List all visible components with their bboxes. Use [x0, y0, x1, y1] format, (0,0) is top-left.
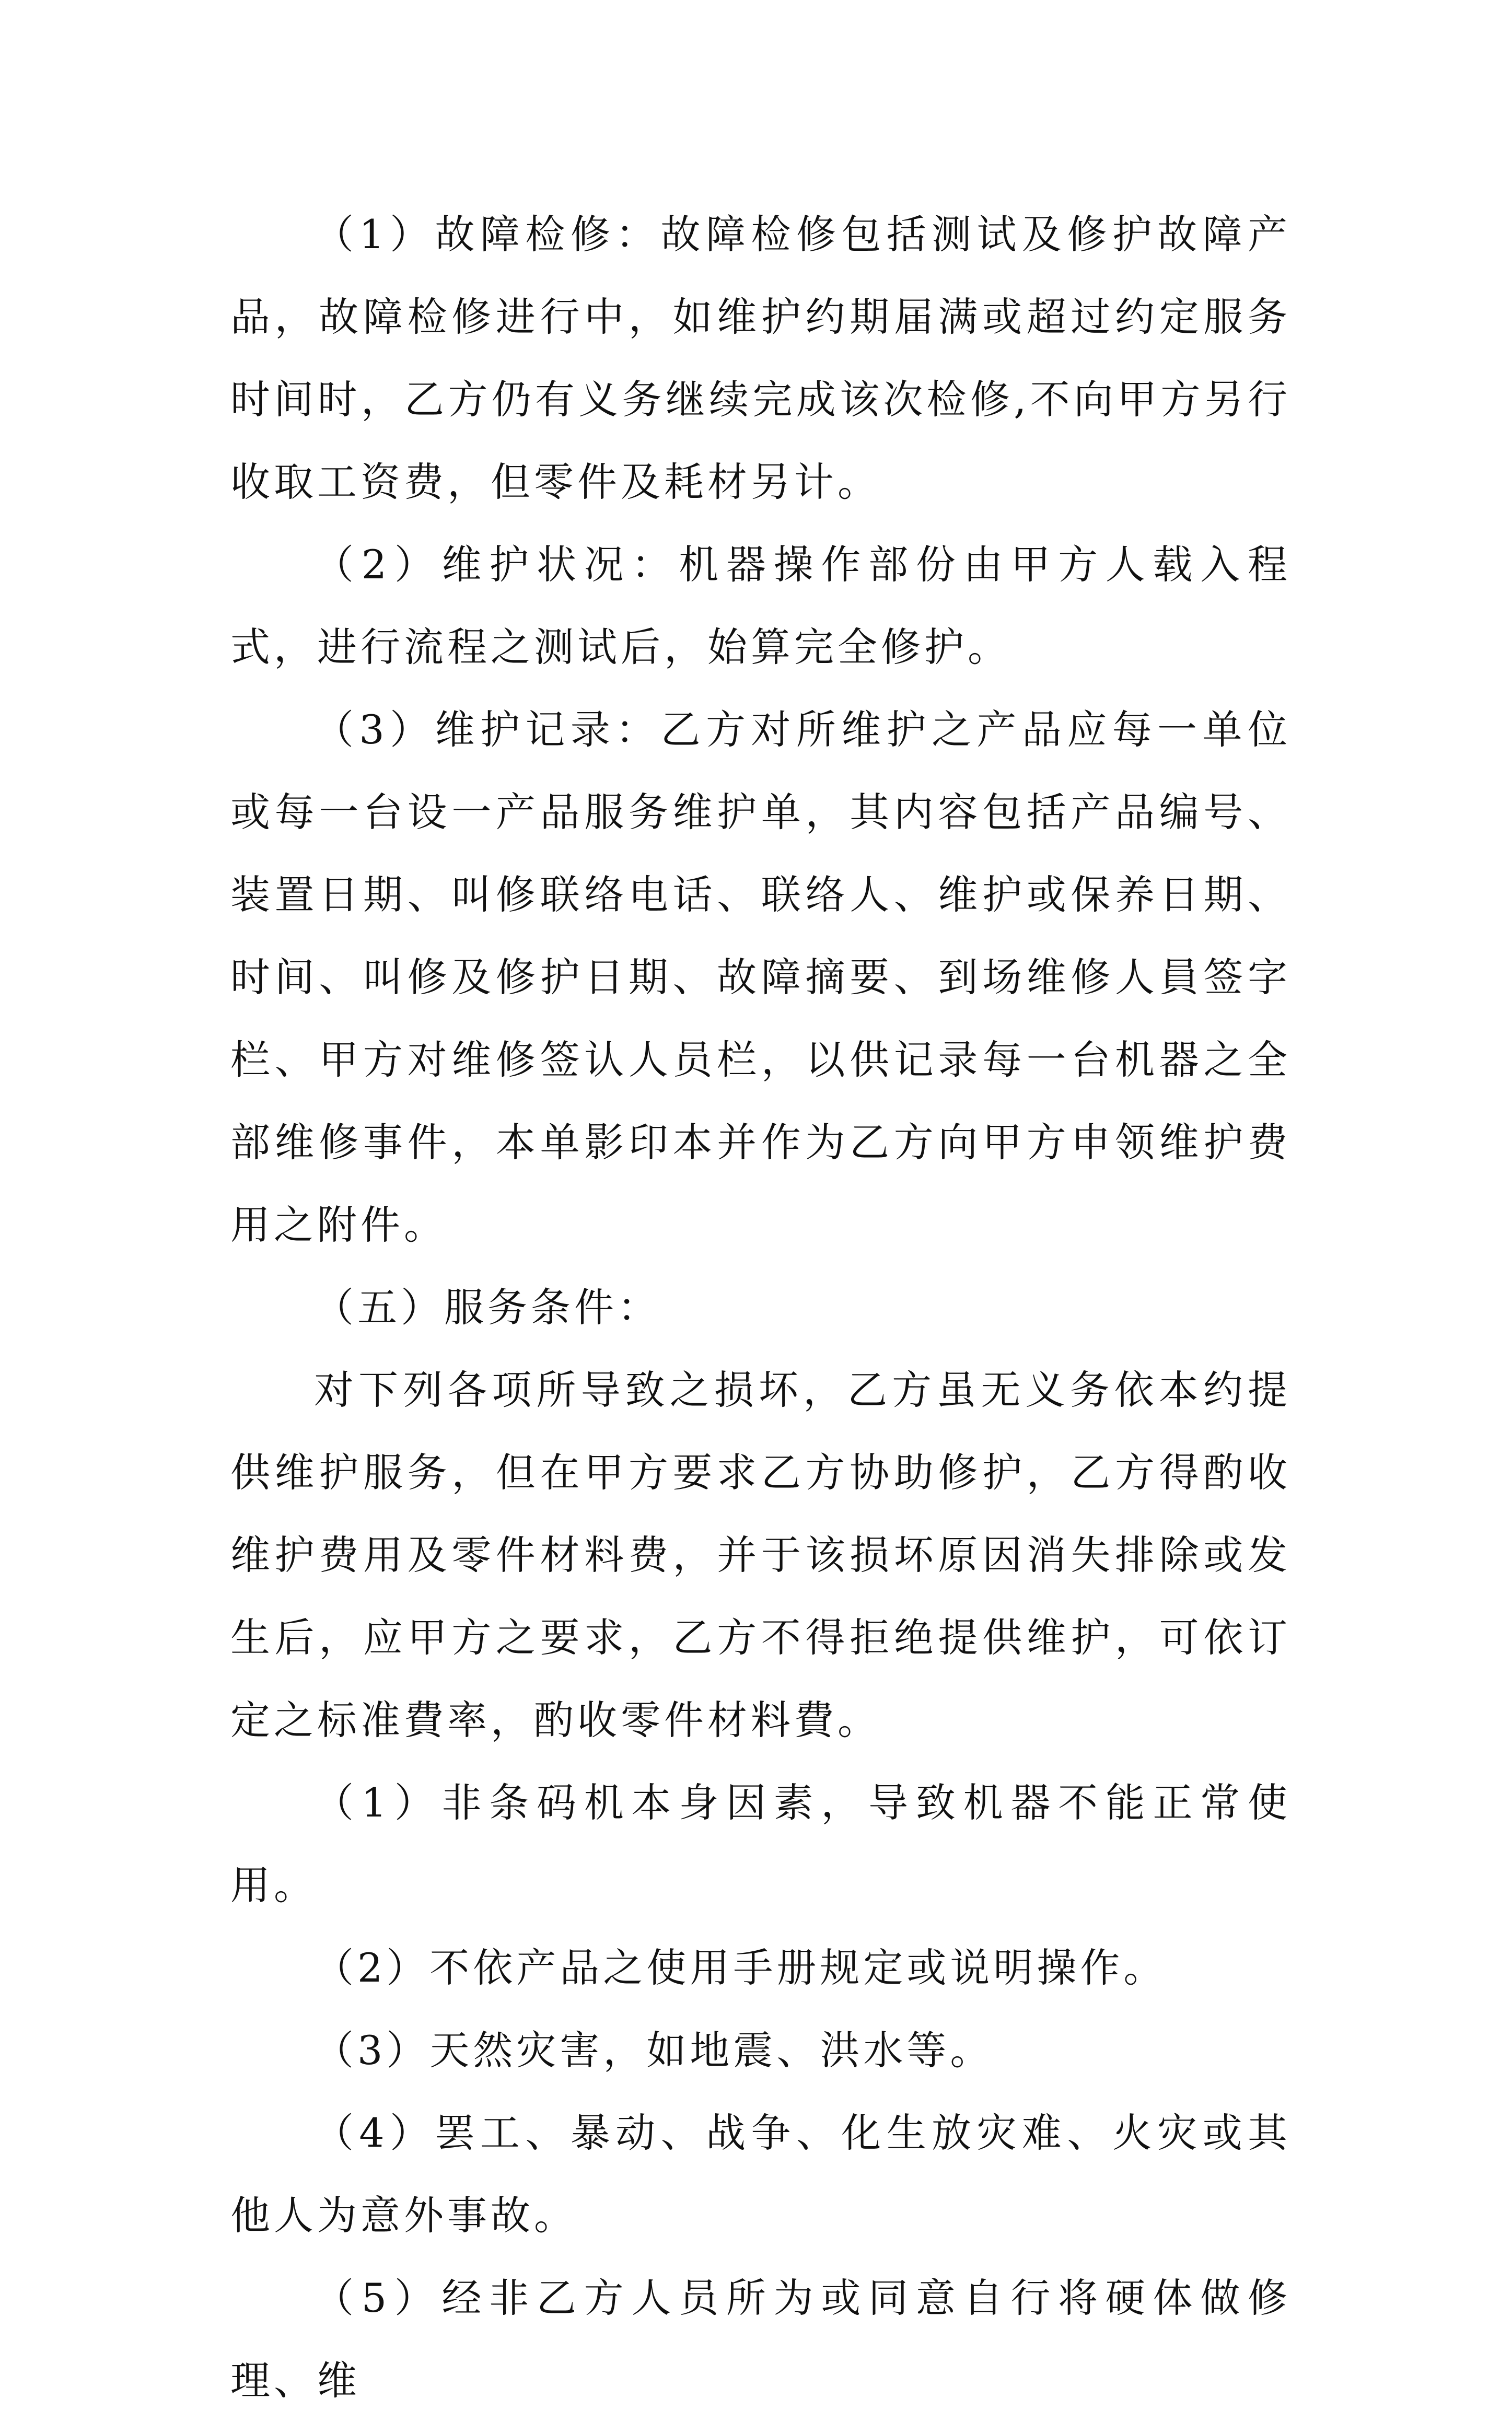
document-body — [230, 193, 1291, 2422]
list-item-condition-1: （1）非条码机本身因素，导致机器不能正常使用。 — [230, 1779, 1291, 1908]
list-item-condition-2: （2）不依产品之使用手册规定或说明操作。 — [314, 1944, 1167, 1991]
section-heading-service-conditions: （五）服务条件： — [314, 1284, 661, 1331]
paragraph-service-conditions-intro: 对下列各项所导致之损坏，乙方虽无义务依本约提供维护服务，但在甲方要求乙方协助修护，乙方得酌收维护费用及零件材料费，并于该损坏原因消失排除或发生后，应甲方之要求，乙方不得拒绝提供维护，可依订定之标准費率，酌收零件材料費。 — [230, 1367, 1291, 1743]
list-item-condition-3: （3）天然灾害，如地震、洪水等。 — [314, 2027, 994, 2074]
paragraph-fault-repair: （1）故障检修：故障检修包括测试及修护故障产品，故障检修进行中，如维护约期届满或超过约定服务时间时，乙方仍有义务继续完成该次检修,不向甲方另行收取工资费，但零件及耗材另计。 — [230, 211, 1291, 505]
paragraph-maintenance-status: （2）维护状况：机器操作部份由甲方人载入程式，进行流程之测试后，始算完全修护。 — [230, 541, 1291, 670]
list-item-condition-5: （5）经非乙方人员所为或同意自行将硬体做修理、维 — [230, 2275, 1291, 2404]
list-item-condition-4: （4）罢工、暴动、战争、化生放灾难、火灾或其他人为意外事故。 — [230, 2110, 1291, 2239]
paragraph-maintenance-record: （3）维护记录：乙方对所维护之产品应每一单位或每一台设一产品服务维护单，其内容包括产品编号、装置日期、叫修联络电话、联络人、维护或保养日期、时间、叫修及修护日期、故障摘要、到场维修人員签字栏、甲方对维修签认人员栏，以供记录每一台机器之全部维修事件，本单影印本并作为乙方向甲方申领维护费用之附件。 — [230, 706, 1291, 1248]
